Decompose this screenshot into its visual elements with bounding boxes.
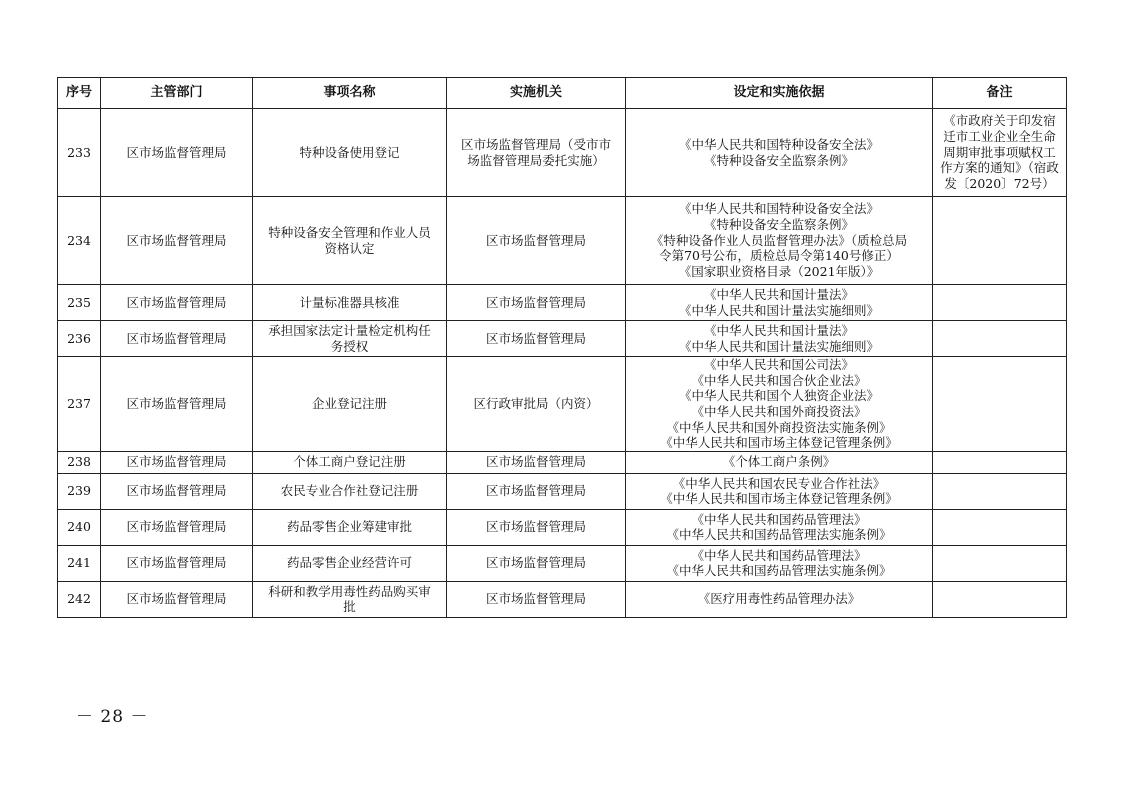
cell-department: 区市场监督管理局 bbox=[101, 473, 253, 509]
cell-agency: 区市场监督管理局 bbox=[447, 285, 626, 321]
cell-agency: 区市场监督管理局 bbox=[447, 473, 626, 509]
cell-basis: 《中华人民共和国特种设备安全法》 《特种设备安全监察条例》 bbox=[626, 109, 933, 197]
cell-remarks bbox=[933, 545, 1067, 581]
cell-agency: 区市场监督管理局 bbox=[447, 321, 626, 357]
table-row bbox=[58, 473, 1067, 509]
cell-seq: 234 bbox=[58, 197, 101, 285]
cell-department: 区市场监督管理局 bbox=[101, 509, 253, 545]
header-seq: 序号 bbox=[58, 78, 101, 109]
cell-department: 区市场监督管理局 bbox=[101, 109, 253, 197]
cell-basis: 《中华人民共和国计量法》 《中华人民共和国计量法实施细则》 bbox=[626, 321, 933, 357]
cell-department: 区市场监督管理局 bbox=[101, 581, 253, 617]
cell-basis: 《中华人民共和国公司法》 《中华人民共和国合伙企业法》 《中华人民共和国个人独资企业法》 《中华人民共和国外商投资法》 《中华人民共和国外商投资法实施条例》 《中华人民共和国市场主体登记管理条例》 bbox=[626, 357, 933, 452]
cell-seq: 235 bbox=[58, 285, 101, 321]
cell-agency: 区市场监督管理局（受市市 场监督管理局委托实施） bbox=[447, 109, 626, 197]
cell-basis: 《中华人民共和国计量法》 《中华人民共和国计量法实施细则》 bbox=[626, 285, 933, 321]
cell-item-name: 农民专业合作社登记注册 bbox=[253, 473, 447, 509]
cell-item-name: 计量标准器具核准 bbox=[253, 285, 447, 321]
cell-basis: 《中华人民共和国药品管理法》 《中华人民共和国药品管理法实施条例》 bbox=[626, 545, 933, 581]
cell-item-name: 药品零售企业筹建审批 bbox=[253, 509, 447, 545]
cell-item-name: 特种设备使用登记 bbox=[253, 109, 447, 197]
cell-department: 区市场监督管理局 bbox=[101, 285, 253, 321]
header-remarks: 备注 bbox=[933, 78, 1067, 109]
cell-item-name: 企业登记注册 bbox=[253, 357, 447, 452]
cell-department: 区市场监督管理局 bbox=[101, 451, 253, 473]
cell-department: 区市场监督管理局 bbox=[101, 321, 253, 357]
cell-item-name: 药品零售企业经营许可 bbox=[253, 545, 447, 581]
cell-seq: 241 bbox=[58, 545, 101, 581]
cell-agency: 区市场监督管理局 bbox=[447, 545, 626, 581]
cell-item-name: 个体工商户登记注册 bbox=[253, 451, 447, 473]
header-item-name: 事项名称 bbox=[253, 78, 447, 109]
cell-department: 区市场监督管理局 bbox=[101, 545, 253, 581]
cell-seq: 240 bbox=[58, 509, 101, 545]
cell-remarks bbox=[933, 473, 1067, 509]
cell-item-name: 承担国家法定计量检定机构任 务授权 bbox=[253, 321, 447, 357]
cell-agency: 区市场监督管理局 bbox=[447, 197, 626, 285]
header-department: 主管部门 bbox=[101, 78, 253, 109]
table-row bbox=[58, 545, 1067, 581]
table-row bbox=[58, 197, 1067, 285]
table-row bbox=[58, 109, 1067, 197]
table-row bbox=[58, 581, 1067, 617]
cell-basis: 《中华人民共和国药品管理法》 《中华人民共和国药品管理法实施条例》 bbox=[626, 509, 933, 545]
table-row bbox=[58, 509, 1067, 545]
cell-seq: 239 bbox=[58, 473, 101, 509]
cell-seq: 237 bbox=[58, 357, 101, 452]
cell-remarks bbox=[933, 285, 1067, 321]
table-row bbox=[58, 357, 1067, 452]
page-number: － 28 － bbox=[76, 707, 149, 727]
cell-remarks bbox=[933, 197, 1067, 285]
table-row bbox=[58, 285, 1067, 321]
cell-basis: 《医疗用毒性药品管理办法》 bbox=[626, 581, 933, 617]
cell-remarks: 《市政府关于印发宿 迁市工业企业全生命 周期审批事项赋权工 作方案的通知》（宿政 发〔2020〕72号） bbox=[933, 109, 1067, 197]
cell-remarks bbox=[933, 357, 1067, 452]
cell-seq: 238 bbox=[58, 451, 101, 473]
cell-agency: 区市场监督管理局 bbox=[447, 509, 626, 545]
cell-basis: 《个体工商户条例》 bbox=[626, 451, 933, 473]
cell-item-name: 特种设备安全管理和作业人员 资格认定 bbox=[253, 197, 447, 285]
table-header bbox=[58, 78, 1067, 109]
cell-department: 区市场监督管理局 bbox=[101, 197, 253, 285]
cell-seq: 242 bbox=[58, 581, 101, 617]
cell-agency: 区市场监督管理局 bbox=[447, 581, 626, 617]
cell-remarks bbox=[933, 321, 1067, 357]
cell-seq: 233 bbox=[58, 109, 101, 197]
cell-basis: 《中华人民共和国特种设备安全法》 《特种设备安全监察条例》 《特种设备作业人员监督管理办法》（质检总局 令第70号公布，质检总局令第140号修正） 《国家职业资格目录（2021年版）》 bbox=[626, 197, 933, 285]
cell-seq: 236 bbox=[58, 321, 101, 357]
items-table bbox=[57, 77, 1067, 618]
table-row bbox=[58, 451, 1067, 473]
table-body bbox=[58, 109, 1067, 618]
header-agency: 实施机关 bbox=[447, 78, 626, 109]
cell-remarks bbox=[933, 509, 1067, 545]
cell-basis: 《中华人民共和国农民专业合作社法》 《中华人民共和国市场主体登记管理条例》 bbox=[626, 473, 933, 509]
cell-remarks bbox=[933, 451, 1067, 473]
cell-item-name: 科研和教学用毒性药品购买审 批 bbox=[253, 581, 447, 617]
cell-agency: 区行政审批局（内资） bbox=[447, 357, 626, 452]
header-basis: 设定和实施依据 bbox=[626, 78, 933, 109]
cell-remarks bbox=[933, 581, 1067, 617]
table-row bbox=[58, 321, 1067, 357]
cell-agency: 区市场监督管理局 bbox=[447, 451, 626, 473]
header-row bbox=[58, 78, 1067, 109]
cell-department: 区市场监督管理局 bbox=[101, 357, 253, 452]
